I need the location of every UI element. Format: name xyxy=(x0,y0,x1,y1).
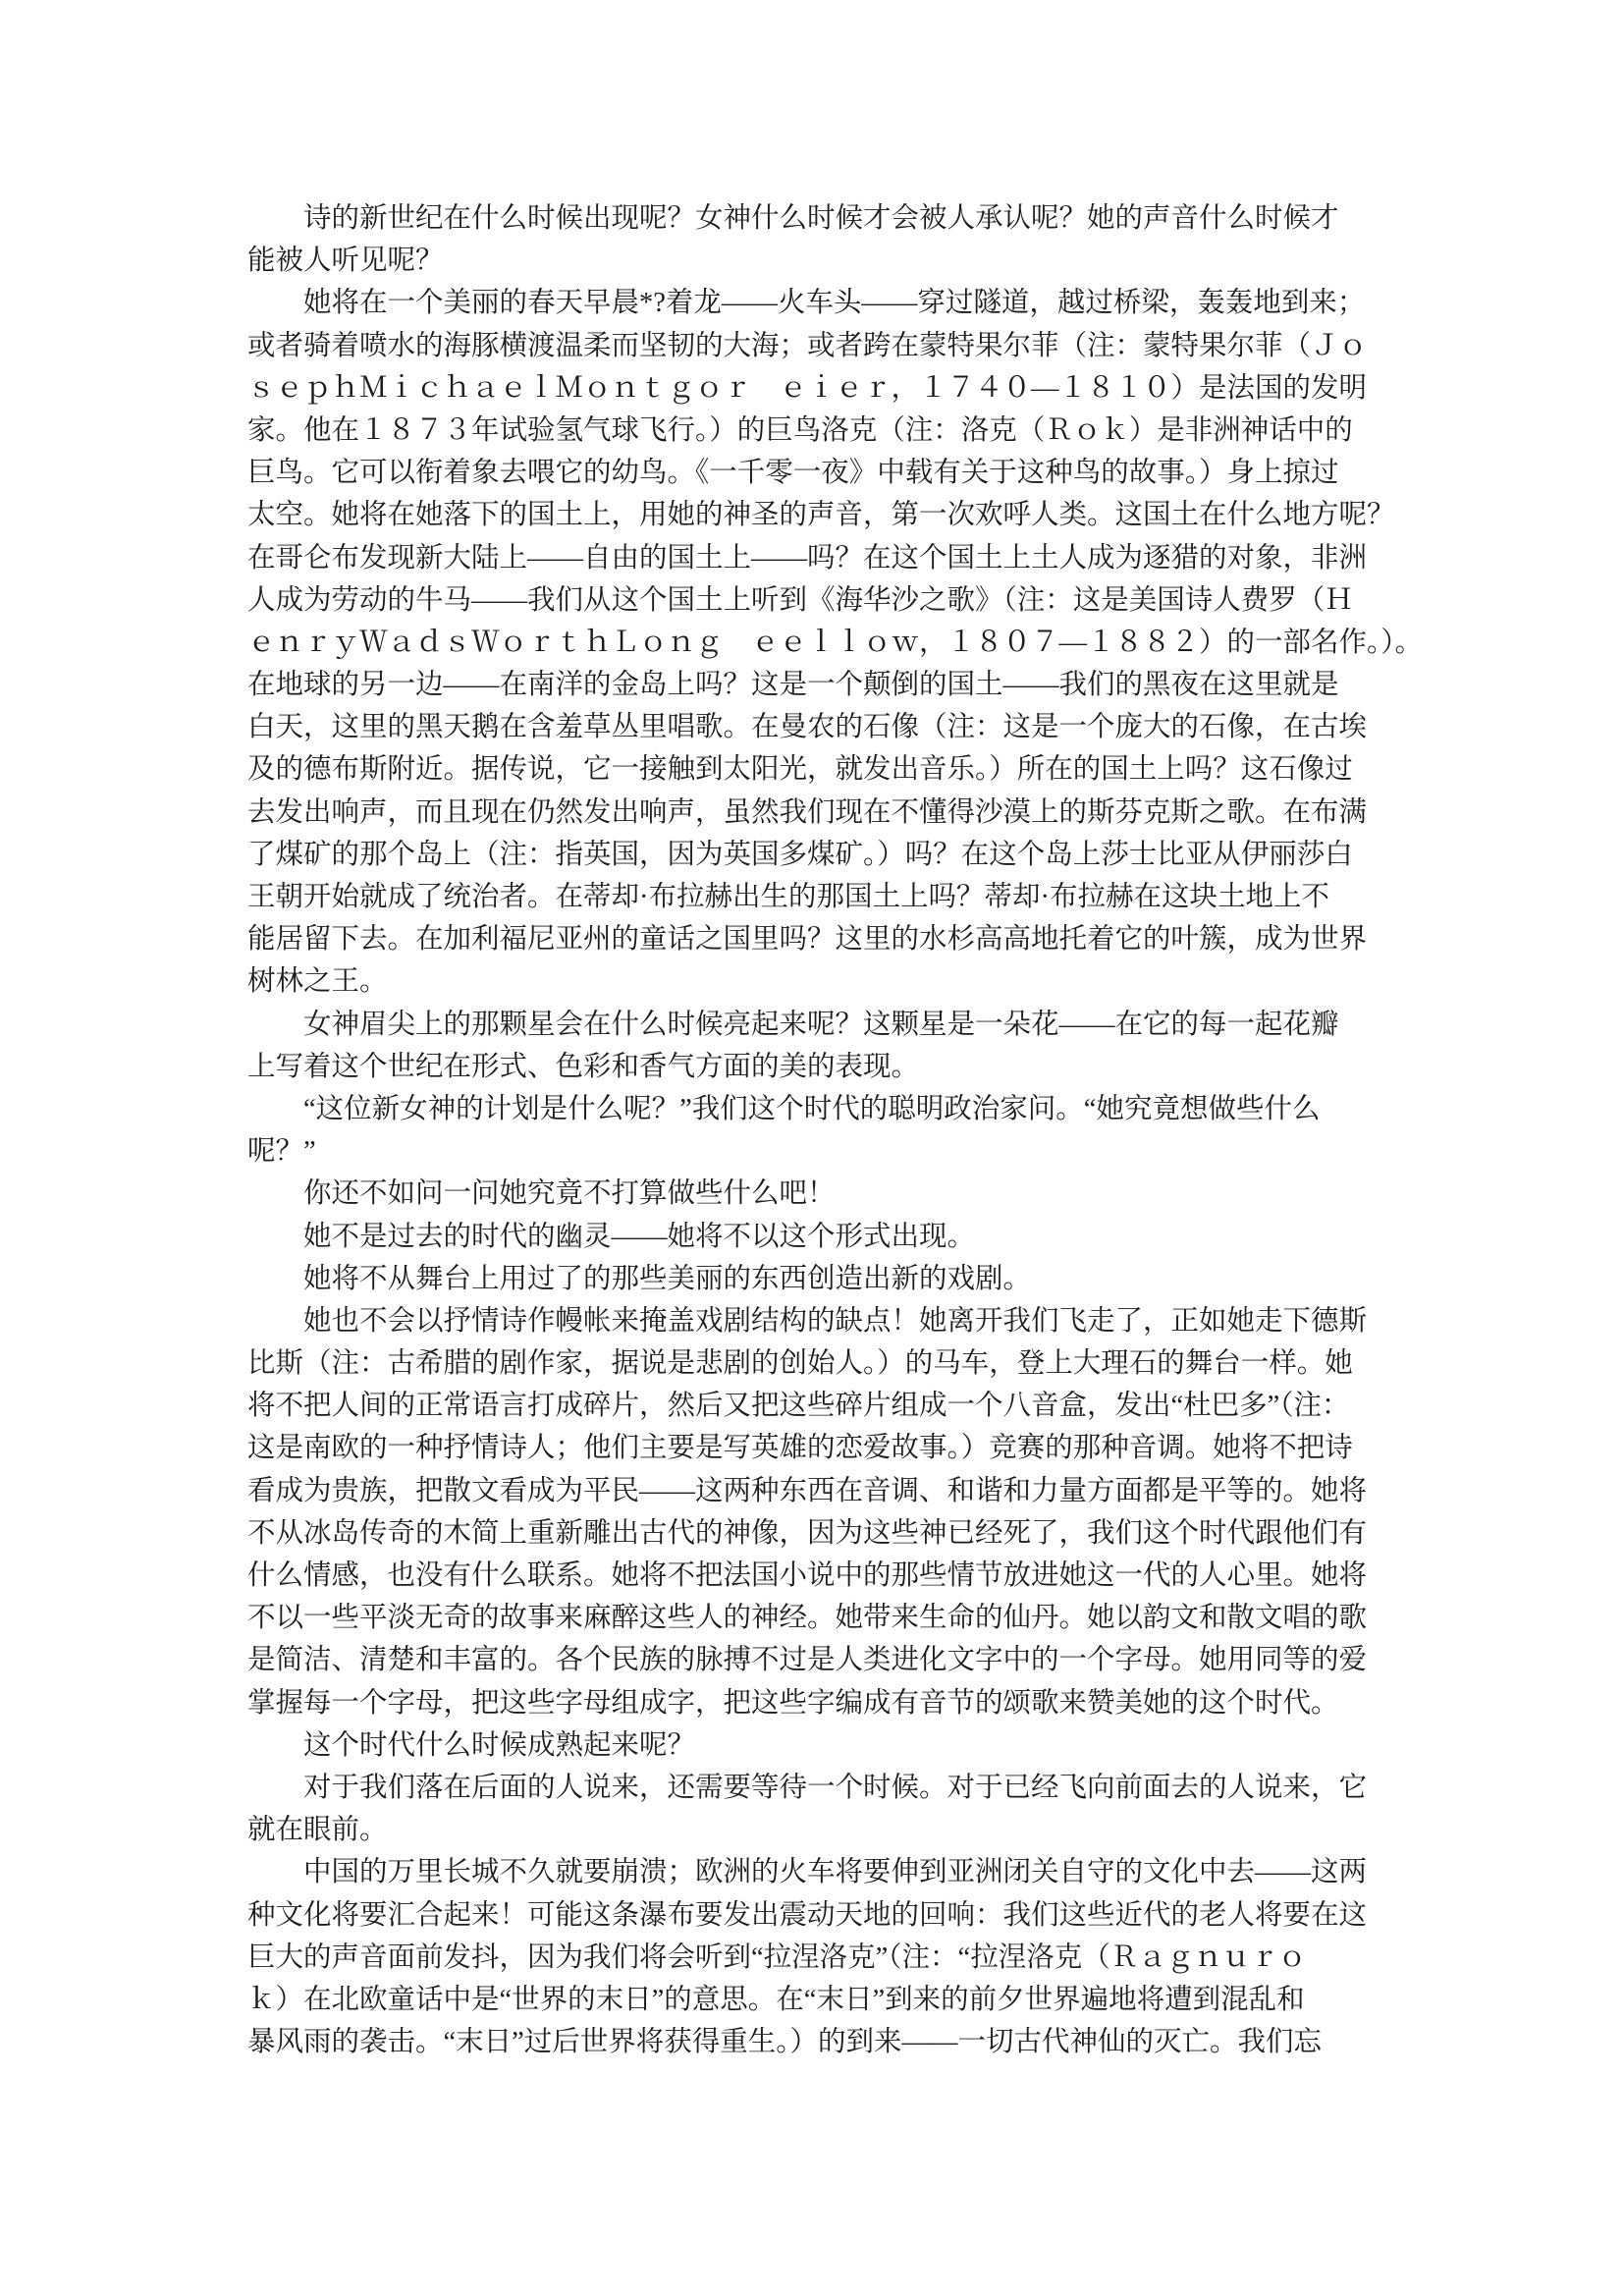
text-line: 掌握每一个字母，把这些字母组成字，把这些字编成有音节的颂歌来赞美她的这个时代。 xyxy=(247,1687,1339,1719)
text-line: 这个时代什么时候成熟起来呢？ xyxy=(303,1729,696,1761)
text-line: ｅｎｒｙＷａｄｓＷｏｒｔｈＬｏｎｇ ｅｅｌｌｏｗ，１８０７—１８８２）的一部名作。）。 xyxy=(247,627,1424,658)
text-line: 家。他在１８７３年试验氢气球飞行。）的巨鸟洛克（注：洛克（Ｒｏｋ）是非洲神话中的 xyxy=(247,414,1353,446)
text-line: “这位新女神的计划是什么呢？”我们这个时代的聪明政治家问。“她究竟想做些什么 xyxy=(303,1093,1321,1124)
text-line: 王朝开始就成了统治者。在蒂却·布拉赫出生的那国土上吗？蒂却·布拉赫在这块土地上不 xyxy=(247,882,1329,912)
text-line: 在哥仑布发现新大陆上——自由的国土上——吗？在这个国土上土人成为逐猎的对象，非洲 xyxy=(247,542,1368,574)
text-line: 在地球的另一边——在南洋的金岛上吗？这是一个颠倒的国土——我们的黑夜在这里就是 xyxy=(247,670,1339,701)
text-line: 能居留下去。在加利福尼亚州的童话之国里吗？这里的水杉高高地托着它的叶簇，成为世界 xyxy=(247,924,1368,956)
text-line: 种文化将要汇合起来！可能这条瀑布要发出震动天地的回响：我们这些近代的老人将要在这 xyxy=(247,1899,1368,1931)
text-line: 去发出响声，而且现在仍然发出响声，虽然我们现在不懂得沙漠上的斯芬克斯之歌。在布满 xyxy=(247,796,1368,828)
text-line: 太空。她将在她落下的国土上，用她的神圣的声音，第一次欢呼人类。这国土在什么地方呢？ xyxy=(247,500,1395,531)
text-line: 中国的万里长城不久就要崩溃；欧洲的火车将要伸到亚洲闭关自守的文化中去——这两 xyxy=(303,1857,1368,1888)
text-line: 或者骑着喷水的海豚横渡温柔而坚韧的大海；或者跨在蒙特果尔菲（注：蒙特果尔菲（Ｊｏ xyxy=(247,330,1368,361)
text-line: ｓｅｐｈＭｉｃｈａｅｌＭｏｎｔｇｏｒ ｅｉｅｒ，１７４０—１８１０）是法国的发明 xyxy=(247,372,1368,404)
text-line: 呢？” xyxy=(247,1136,316,1168)
text-line: 你还不如问一问她究竟不打算做些什么吧！ xyxy=(303,1178,836,1210)
text-line: 了煤矿的那个岛上（注：指英国，因为英国多煤矿。）吗？在这个岛上莎士比亚从伊丽莎白 xyxy=(247,839,1353,870)
text-line: 就在眼前。 xyxy=(247,1815,388,1846)
text-line: 女神眉尖上的那颗星会在什么时候亮起来呢？这颗星是一朵花——在它的每一起花瓣 xyxy=(303,1009,1339,1040)
text-line: 巨鸟。它可以衔着象去喂它的幼鸟。《一千零一夜》中载有关于这种鸟的故事。）身上掠过 xyxy=(247,458,1339,489)
text-line: ｋ）在北欧童话中是“世界的末日”的意思。在“末日”到来的前夕世界遍地将遭到混乱和 xyxy=(247,1984,1305,2015)
text-line: 将不把人间的正常语言打成碎片，然后又把这些碎片组成一个八音盒，发出“杜巴多”（注： xyxy=(247,1391,1350,1422)
text-line: 树林之王。 xyxy=(247,966,388,998)
text-line: 人成为劳动的牛马——我们从这个国土上听到《海华沙之歌》（注：这是美国诗人费罗（Ｈ xyxy=(247,584,1353,616)
text-line: 这是南欧的一种抒情诗人；他们主要是写英雄的恋爱故事。）竞赛的那种音调。她将不把诗 xyxy=(247,1433,1353,1464)
text-line: 她也不会以抒情诗作幔帐来掩盖戏剧结构的缺点！她离开我们飞走了，正如她走下德斯 xyxy=(303,1305,1368,1337)
text-line: 暴风雨的袭击。“末日”过后世界将获得重生。）的到来——一切古代神仙的灭亡。我们忘 xyxy=(247,2027,1323,2058)
document-text xyxy=(247,197,1424,2063)
text-line: 白天，这里的黑天鹅在含羞草丛里唱歌。在曼农的石像（注：这是一个庞大的石像，在古埃 xyxy=(247,712,1368,743)
text-line: 及的德布斯附近。据传说，它一接触到太阳光，就发出音乐。）所在的国土上吗？这石像过 xyxy=(247,754,1353,786)
text-line: 是简洁、清楚和丰富的。各个民族的脉搏不过是人类进化文字中的一个字母。她用同等的爱 xyxy=(247,1645,1368,1676)
text-line: 不从冰岛传奇的木简上重新雕出古代的神像，因为这些神已经死了，我们这个时代跟他们有 xyxy=(247,1517,1368,1549)
text-line: 不以一些平淡无奇的故事来麻醉这些人的神经。她带来生命的仙丹。她以韵文和散文唱的歌 xyxy=(247,1603,1368,1634)
text-line: 什么情感，也没有什么联系。她将不把法国小说中的那些情节放进她这一代的人心里。她将 xyxy=(247,1560,1368,1591)
text-line: 她将不从舞台上用过了的那些美丽的东西创造出新的戏剧。 xyxy=(303,1263,1032,1294)
text-line: 巨大的声音面前发抖，因为我们将会听到“拉涅洛克”（注：“拉涅洛克（Ｒａｇｎｕｒｏ xyxy=(247,1941,1307,1973)
text-line: 她不是过去的时代的幽灵——她将不以这个形式出现。 xyxy=(303,1221,976,1252)
text-line: 诗的新世纪在什么时候出现呢？女神什么时候才会被人承认呢？她的声音什么时候才 xyxy=(303,203,1339,234)
text-line: 上写着这个世纪在形式、色彩和香气方面的美的表现。 xyxy=(247,1051,920,1082)
text-line: 对于我们落在后面的人说来，还需要等待一个时候。对于已经飞向前面去的人说来，它 xyxy=(303,1772,1368,1803)
text-line: 她将在一个美丽的春天早晨*?着龙——火车头——穿过隧道，越过桥梁，轰轰地到来； xyxy=(303,288,1366,319)
text-line: 能被人听见呢？ xyxy=(247,246,444,277)
text-line: 比斯（注：古希腊的剧作家，据说是悲剧的创始人。）的马车，登上大理石的舞台一样。她 xyxy=(247,1348,1353,1380)
text-line: 看成为贵族，把散文看成为平民——这两种东西在音调、和谐和力量方面都是平等的。她将 xyxy=(247,1475,1368,1506)
